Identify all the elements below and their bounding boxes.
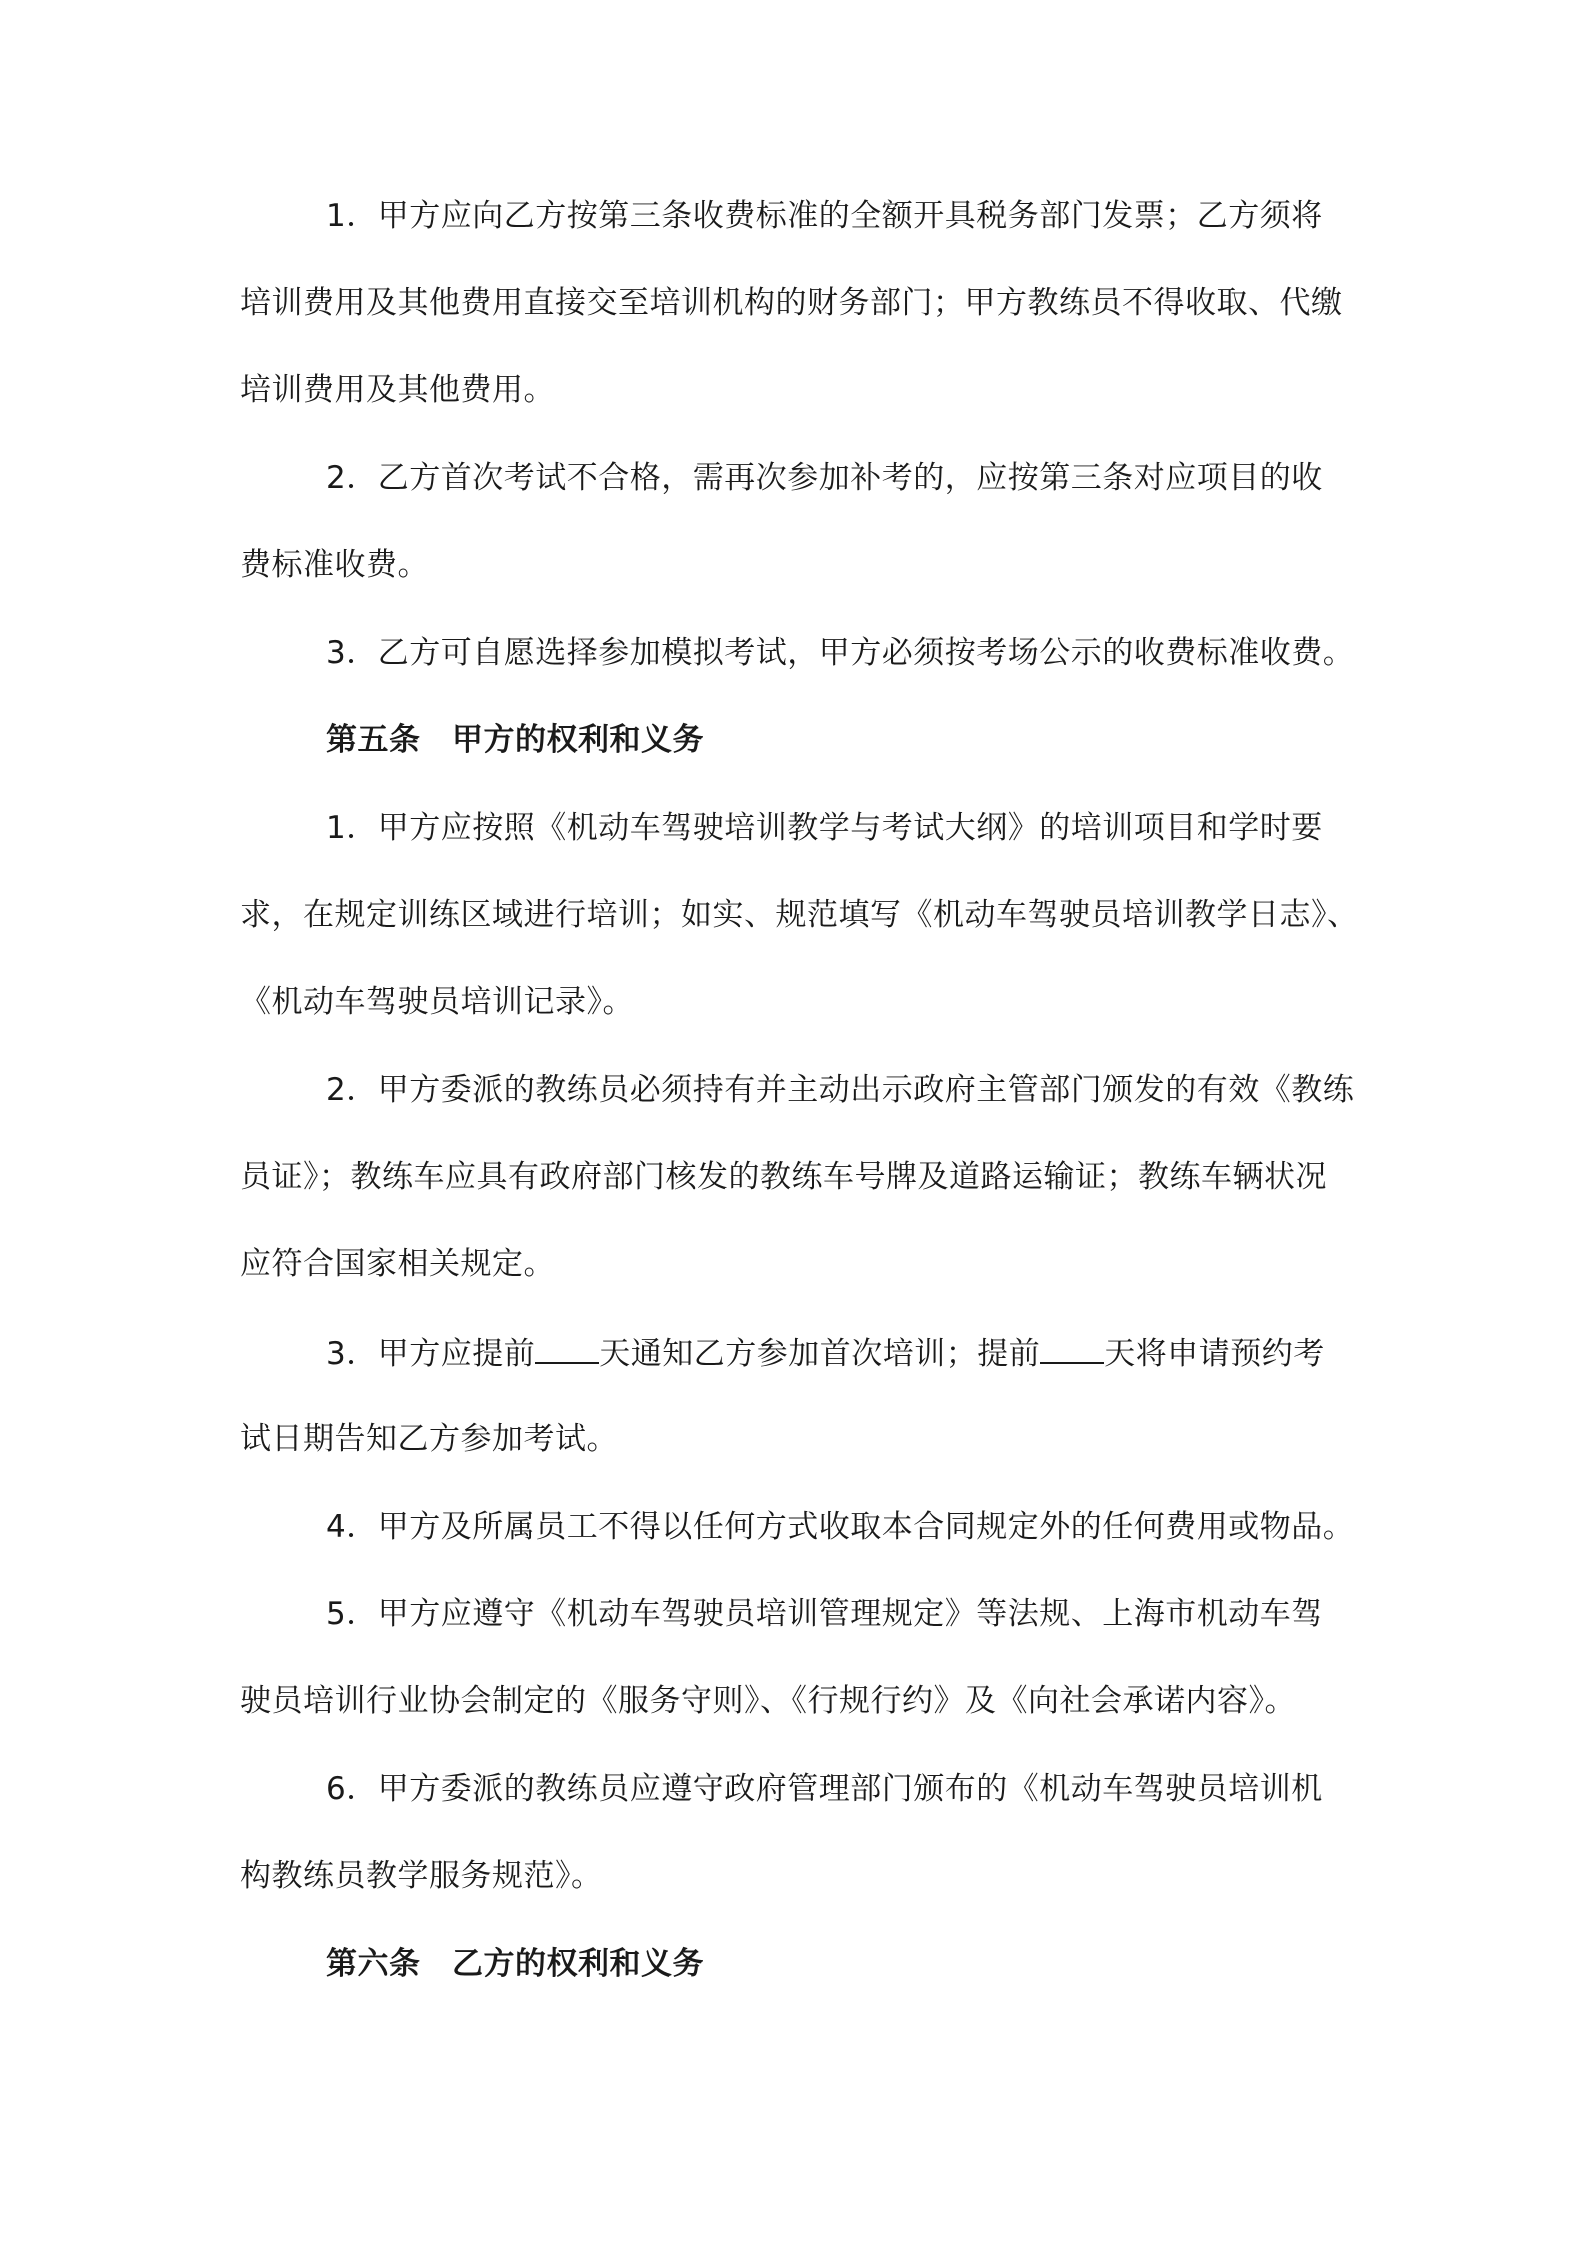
article-5-item-4-line-1: 4．甲方及所属员工不得以任何方式收取本合同规定外的任何费用或物品。 xyxy=(326,1509,1355,1545)
article-5-item-5-line-2: 驶员培训行业协会制定的《服务守则》、《行规行约》及《向社会承诺内容》。 xyxy=(240,1683,1296,1719)
article-5-item-3-line-1 xyxy=(326,1332,1325,1372)
article-5-item-1-line-1: 1．甲方应按照《机动车驾驶培训教学与考试大纲》的培训项目和学时要 xyxy=(326,810,1323,846)
article-5-item-3-text-b: 天通知乙方参加首次培训；提前 xyxy=(599,1336,1041,1372)
article-5-item-5-line-1: 5．甲方应遵守《机动车驾驶员培训管理规定》等法规、上海市机动车驾 xyxy=(326,1596,1323,1632)
clause-4-item-3-line-1: 3．乙方可自愿选择参加模拟考试，甲方必须按考场公示的收费标准收费。 xyxy=(326,635,1355,671)
days-blank-2 xyxy=(1040,1332,1104,1364)
article-5-item-6-line-2: 构教练员教学服务规范》。 xyxy=(240,1858,603,1894)
article-5-item-2-line-3: 应符合国家相关规定。 xyxy=(240,1246,555,1282)
article-6-heading: 第六条 乙方的权利和义务 xyxy=(326,1946,704,1982)
article-5-item-2-line-2: 员证》；教练车应具有政府部门核发的教练车号牌及道路运输证；教练车辆状况 xyxy=(240,1159,1327,1195)
clause-4-item-2-line-1: 2．乙方首次考试不合格，需再次参加补考的，应按第三条对应项目的收 xyxy=(326,460,1323,496)
article-5-heading: 第五条 甲方的权利和义务 xyxy=(326,722,704,758)
article-5-item-3-text-a: 3．甲方应提前 xyxy=(326,1336,536,1372)
clause-4-item-1-line-3: 培训费用及其他费用。 xyxy=(240,372,555,408)
article-5-item-3-line-2: 试日期告知乙方参加考试。 xyxy=(240,1421,618,1457)
clause-4-item-1-line-1: 1．甲方应向乙方按第三条收费标准的全额开具税务部门发票；乙方须将 xyxy=(326,198,1323,234)
article-5-item-1-line-3: 《机动车驾驶员培训记录》。 xyxy=(240,984,634,1020)
days-blank-1 xyxy=(535,1332,599,1364)
article-5-item-6-line-1: 6．甲方委派的教练员应遵守政府管理部门颁布的《机动车驾驶员培训机 xyxy=(326,1771,1323,1807)
article-5-item-1-line-2: 求，在规定训练区域进行培训；如实、规范填写《机动车驾驶员培训教学日志》、 xyxy=(240,897,1359,933)
clause-4-item-2-line-2: 费标准收费。 xyxy=(240,547,429,583)
clause-4-item-1-line-2: 培训费用及其他费用直接交至培训机构的财务部门；甲方教练员不得收取、代缴 xyxy=(240,285,1343,321)
article-5-item-2-line-1: 2．甲方委派的教练员必须持有并主动出示政府主管部门颁发的有效《教练 xyxy=(326,1072,1355,1108)
article-5-item-3-text-c: 天将申请预约考 xyxy=(1104,1336,1325,1372)
